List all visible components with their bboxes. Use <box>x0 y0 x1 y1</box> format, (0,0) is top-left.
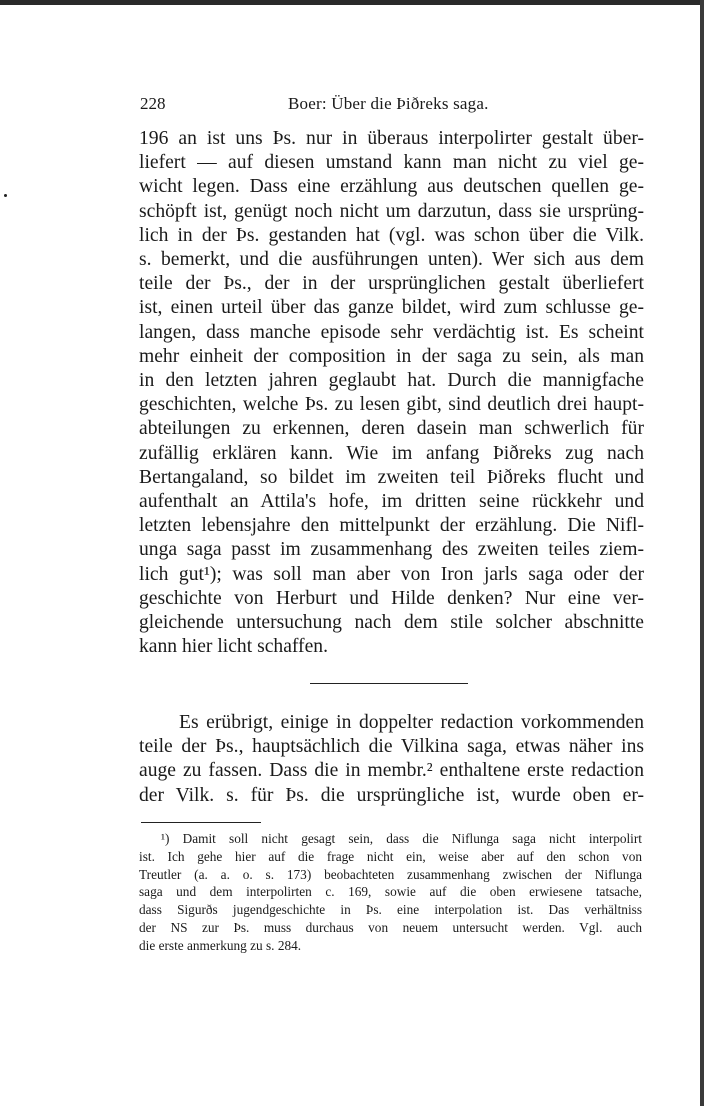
text-line: auge zu fassen. Dass die in membr.² enthaltene erste redaction <box>139 760 644 782</box>
page-number: 228 <box>140 94 166 113</box>
text-line: letzten lebensjahre den mittelpunkt der erzählung. Die Nifl- <box>139 515 644 537</box>
text-line: unga saga passt im zusammenhang des zweiten teiles ziem- <box>139 539 644 561</box>
footnote-line: dass Sigurðs jugendgeschichte in Þs. eine interpolation ist. Das verhältniss <box>139 902 642 918</box>
section-divider <box>310 683 468 684</box>
text-line: teile der Þs., der in der ursprünglichen gestalt überliefert <box>139 273 644 295</box>
footnote-line: ist. Ich gehe hier auf die frage nicht ein, weise aber auf den schon von <box>139 848 642 864</box>
text-line: zufällig erklären kann. Wie im anfang Þiðreks zug nach <box>139 442 644 464</box>
margin-mark <box>4 194 7 197</box>
text-line: Es erübrigt, einige in doppelter redaction vorkommenden <box>179 712 644 733</box>
footnote-line: die erste anmerkung zu s. 284. <box>139 937 302 953</box>
footnote-line: Treutler (a. a. o. s. 173) beobachteten zusammenhang zwischen der Niflunga <box>139 866 642 882</box>
text-line: mehr einheit der composition in der saga zu sein, als man <box>139 345 644 367</box>
footnote-line: saga und dem interpolirten c. 169, sowie auf die oben erwiesene tatsache, <box>139 884 642 900</box>
text-line: geschichten, welche Þs. zu lesen gibt, sind deutlich drei haupt- <box>139 394 644 416</box>
text-line: geschichte von Herburt und Hilde denken? Nur eine ver- <box>139 587 644 609</box>
page-edge-top <box>0 0 704 5</box>
footnote-line: der NS zur Þs. muss durchaus von neuem untersucht werden. Vgl. auch <box>139 919 642 935</box>
page-edge-right <box>700 0 704 1106</box>
text-line: lich gut¹); was soll man aber von Iron jarls saga oder der <box>139 563 644 585</box>
paragraph-1 <box>139 127 644 659</box>
text-line: gleichende untersuchung nach dem stile solcher abschnitte <box>139 612 644 634</box>
text-line: liefert — auf diesen umstand kann man nicht zu viel ge- <box>139 152 644 174</box>
text-line: in den letzten jahren geglaubt hat. Durch die mannigfache <box>139 370 644 392</box>
text-line: ist, einen urteil über das ganze bildet, wird zum schlusse ge- <box>139 297 644 319</box>
text-line: kann hier licht schaffen. <box>139 636 328 658</box>
text-line: lich in der Þs. gestanden hat (vgl. was schon über die Vilk. <box>139 224 644 246</box>
text-line: 196 an ist uns Þs. nur in überaus interpolirter gestalt über- <box>139 128 644 149</box>
footnote-rule <box>141 822 261 823</box>
text-line: aufenthalt an Attila's hofe, im dritten seine rückkehr und <box>139 491 644 513</box>
footnote-line: ¹) Damit soll nicht gesagt sein, dass die Niflunga saga nicht interpolirt <box>161 831 642 846</box>
text-line: schöpft ist, genügt noch nicht um darzutun, dass sie ursprüng- <box>139 200 644 222</box>
text-line: teile der Þs., hauptsächlich die Vilkina saga, etwas näher ins <box>139 736 644 758</box>
text-line: langen, dass manche episode sehr verdächtig ist. Es scheint <box>139 321 644 343</box>
text-line: der Vilk. s. für Þs. die ursprüngliche ist, wurde oben er- <box>139 784 644 806</box>
text-line: wicht legen. Dass eine erzählung aus deutschen quellen ge- <box>139 176 644 198</box>
footnote-block <box>139 830 642 955</box>
running-title: Boer: Über die Þiðreks saga. <box>288 94 489 113</box>
text-line: Bertangaland, so bildet im zweiten teil Þiðreks flucht und <box>139 466 644 488</box>
paragraph-2 <box>139 711 644 808</box>
text-line: s. bemerkt, und die ausführungen unten). Wer sich aus dem <box>139 249 644 271</box>
text-line: abteilungen zu erkennen, deren dasein man schwerlich für <box>139 418 644 440</box>
